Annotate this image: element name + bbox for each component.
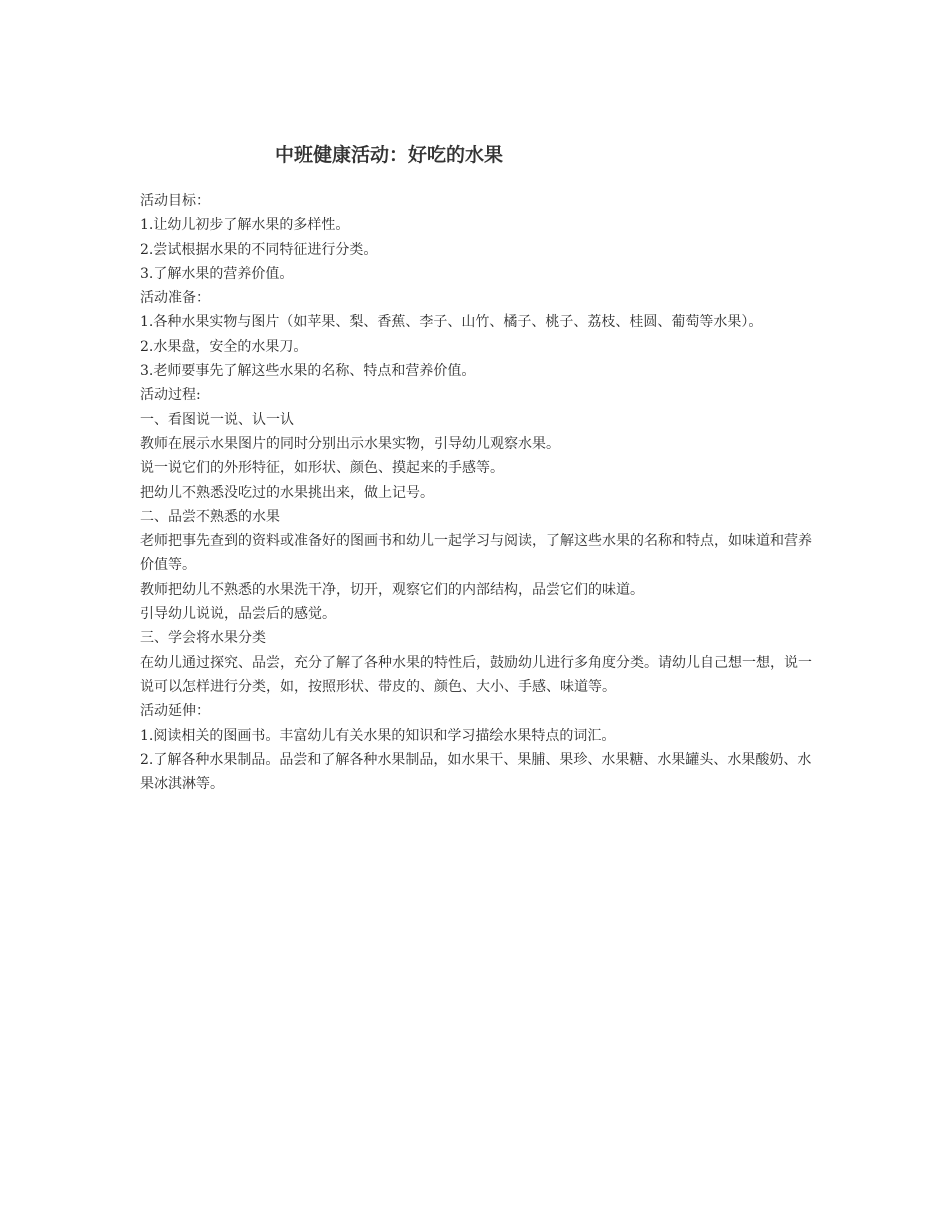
subsection-heading: 一、看图说一说、认一认 — [140, 411, 294, 428]
paragraph-line: 2.尝试根据水果的不同特征进行分类。 — [140, 241, 378, 258]
paragraph-line: 教师在展示水果图片的同时分别出示水果实物，引导幼儿观察水果。 — [140, 435, 560, 452]
paragraph-line: 1.让幼儿初步了解水果的多样性。 — [140, 217, 350, 234]
document-body — [140, 189, 820, 796]
paragraph-line: 说一说它们的外形特征，如形状、颜色、摸起来的手感等。 — [140, 460, 504, 477]
paragraph-line: 1.各种水果实物与图片（如苹果、梨、香蕉、李子、山竹、橘子、桃子、荔枝、桂圆、葡萄等水果）。 — [140, 314, 763, 331]
page-title: 中班健康活动：好吃的水果 — [275, 144, 504, 166]
paragraph-line: 3.老师要事先了解这些水果的名称、特点和营养价值。 — [140, 363, 476, 380]
paragraph-line: 2.了解各种水果制品。品尝和了解各种水果制品，如水果干、果脯、果珍、水果糖、水果罐头、水果酸奶、水果冰淇淋等。 — [140, 751, 812, 793]
paragraph-line: 1.阅读相关的图画书。丰富幼儿有关水果的知识和学习描绘水果特点的词汇。 — [140, 727, 616, 744]
paragraph-line: 在幼儿通过探究、品尝，充分了解了各种水果的特性后，鼓励幼儿进行多角度分类。请幼儿自己想一想，说一说可以怎样进行分类，如，按照形状、带皮的、颜色、大小、手感、味道等。 — [140, 654, 812, 695]
section-heading-process: 活动过程: — [140, 387, 201, 404]
section-heading-preparation: 活动准备： — [140, 290, 210, 307]
subsection-heading: 三、学会将水果分类 — [140, 630, 266, 647]
paragraph-line: 老师把事先查到的资料或准备好的图画书和幼儿一起学习与阅读，了解这些水果的名称和特点，如味道和营养价值等。 — [140, 533, 812, 574]
paragraph-line: 教师把幼儿不熟悉的水果洗干净，切开，观察它们的内部结构，品尝它们的味道。 — [140, 581, 644, 598]
paragraph-line: 2.水果盘，安全的水果刀。 — [140, 338, 308, 355]
section-heading-extension: 活动延伸： — [140, 703, 210, 720]
paragraph-line: 把幼儿不熟悉没吃过的水果挑出来，做上记号。 — [140, 484, 434, 501]
paragraph-line: 引导幼儿说说，品尝后的感觉。 — [140, 606, 336, 623]
subsection-heading: 二、品尝不熟悉的水果 — [140, 508, 280, 525]
section-heading-goals: 活动目标： — [140, 193, 210, 209]
paragraph-line: 3.了解水果的营养价值。 — [140, 265, 294, 282]
